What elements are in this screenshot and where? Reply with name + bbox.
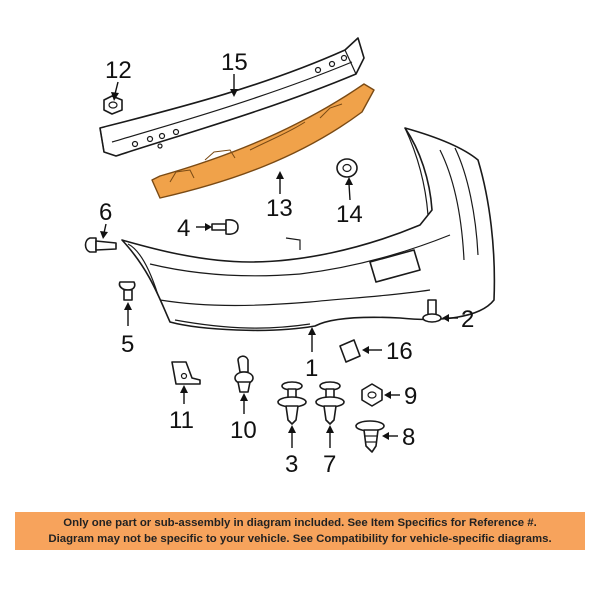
callout-7: 7 [323, 451, 337, 478]
callout-9: 9 [404, 383, 418, 410]
callout-3: 3 [285, 451, 299, 478]
callout-15: 15 [221, 49, 248, 76]
nut-part-9 [362, 384, 382, 406]
bracket-part-11 [172, 362, 200, 384]
bolt-part-6 [86, 238, 117, 252]
grommet-part-14 [337, 159, 357, 177]
disclaimer-line-1: Only one part or sub-assembly in diagram included. See Item Specifics for Reference #. [63, 517, 537, 529]
clip-part-8 [356, 421, 384, 452]
callout-13: 13 [266, 195, 293, 222]
disclaimer-line-2: Diagram may not be specific to your vehicle. See Compatibility for vehicle-specific diagrams. [48, 533, 552, 545]
callout-14: 14 [336, 201, 363, 228]
bolt-part-4 [212, 220, 238, 234]
clip-part-10 [235, 356, 253, 392]
bolt-part-5 [119, 282, 134, 300]
callout-5: 5 [121, 331, 135, 358]
callout-1: 1 [305, 355, 319, 382]
retainer-part-3 [278, 382, 306, 424]
callout-12: 12 [105, 57, 132, 84]
cap-part-16 [340, 340, 360, 362]
disclaimer-banner [15, 512, 585, 550]
callout-8: 8 [402, 424, 416, 451]
callout-16: 16 [386, 338, 413, 365]
callout-10: 10 [230, 417, 257, 444]
retainer-part-7 [316, 382, 344, 424]
nut-part-12 [104, 96, 122, 114]
callout-2: 2 [461, 306, 475, 333]
callout-6: 6 [99, 199, 113, 226]
callout-11: 11 [169, 407, 194, 434]
callout-4: 4 [177, 215, 191, 242]
